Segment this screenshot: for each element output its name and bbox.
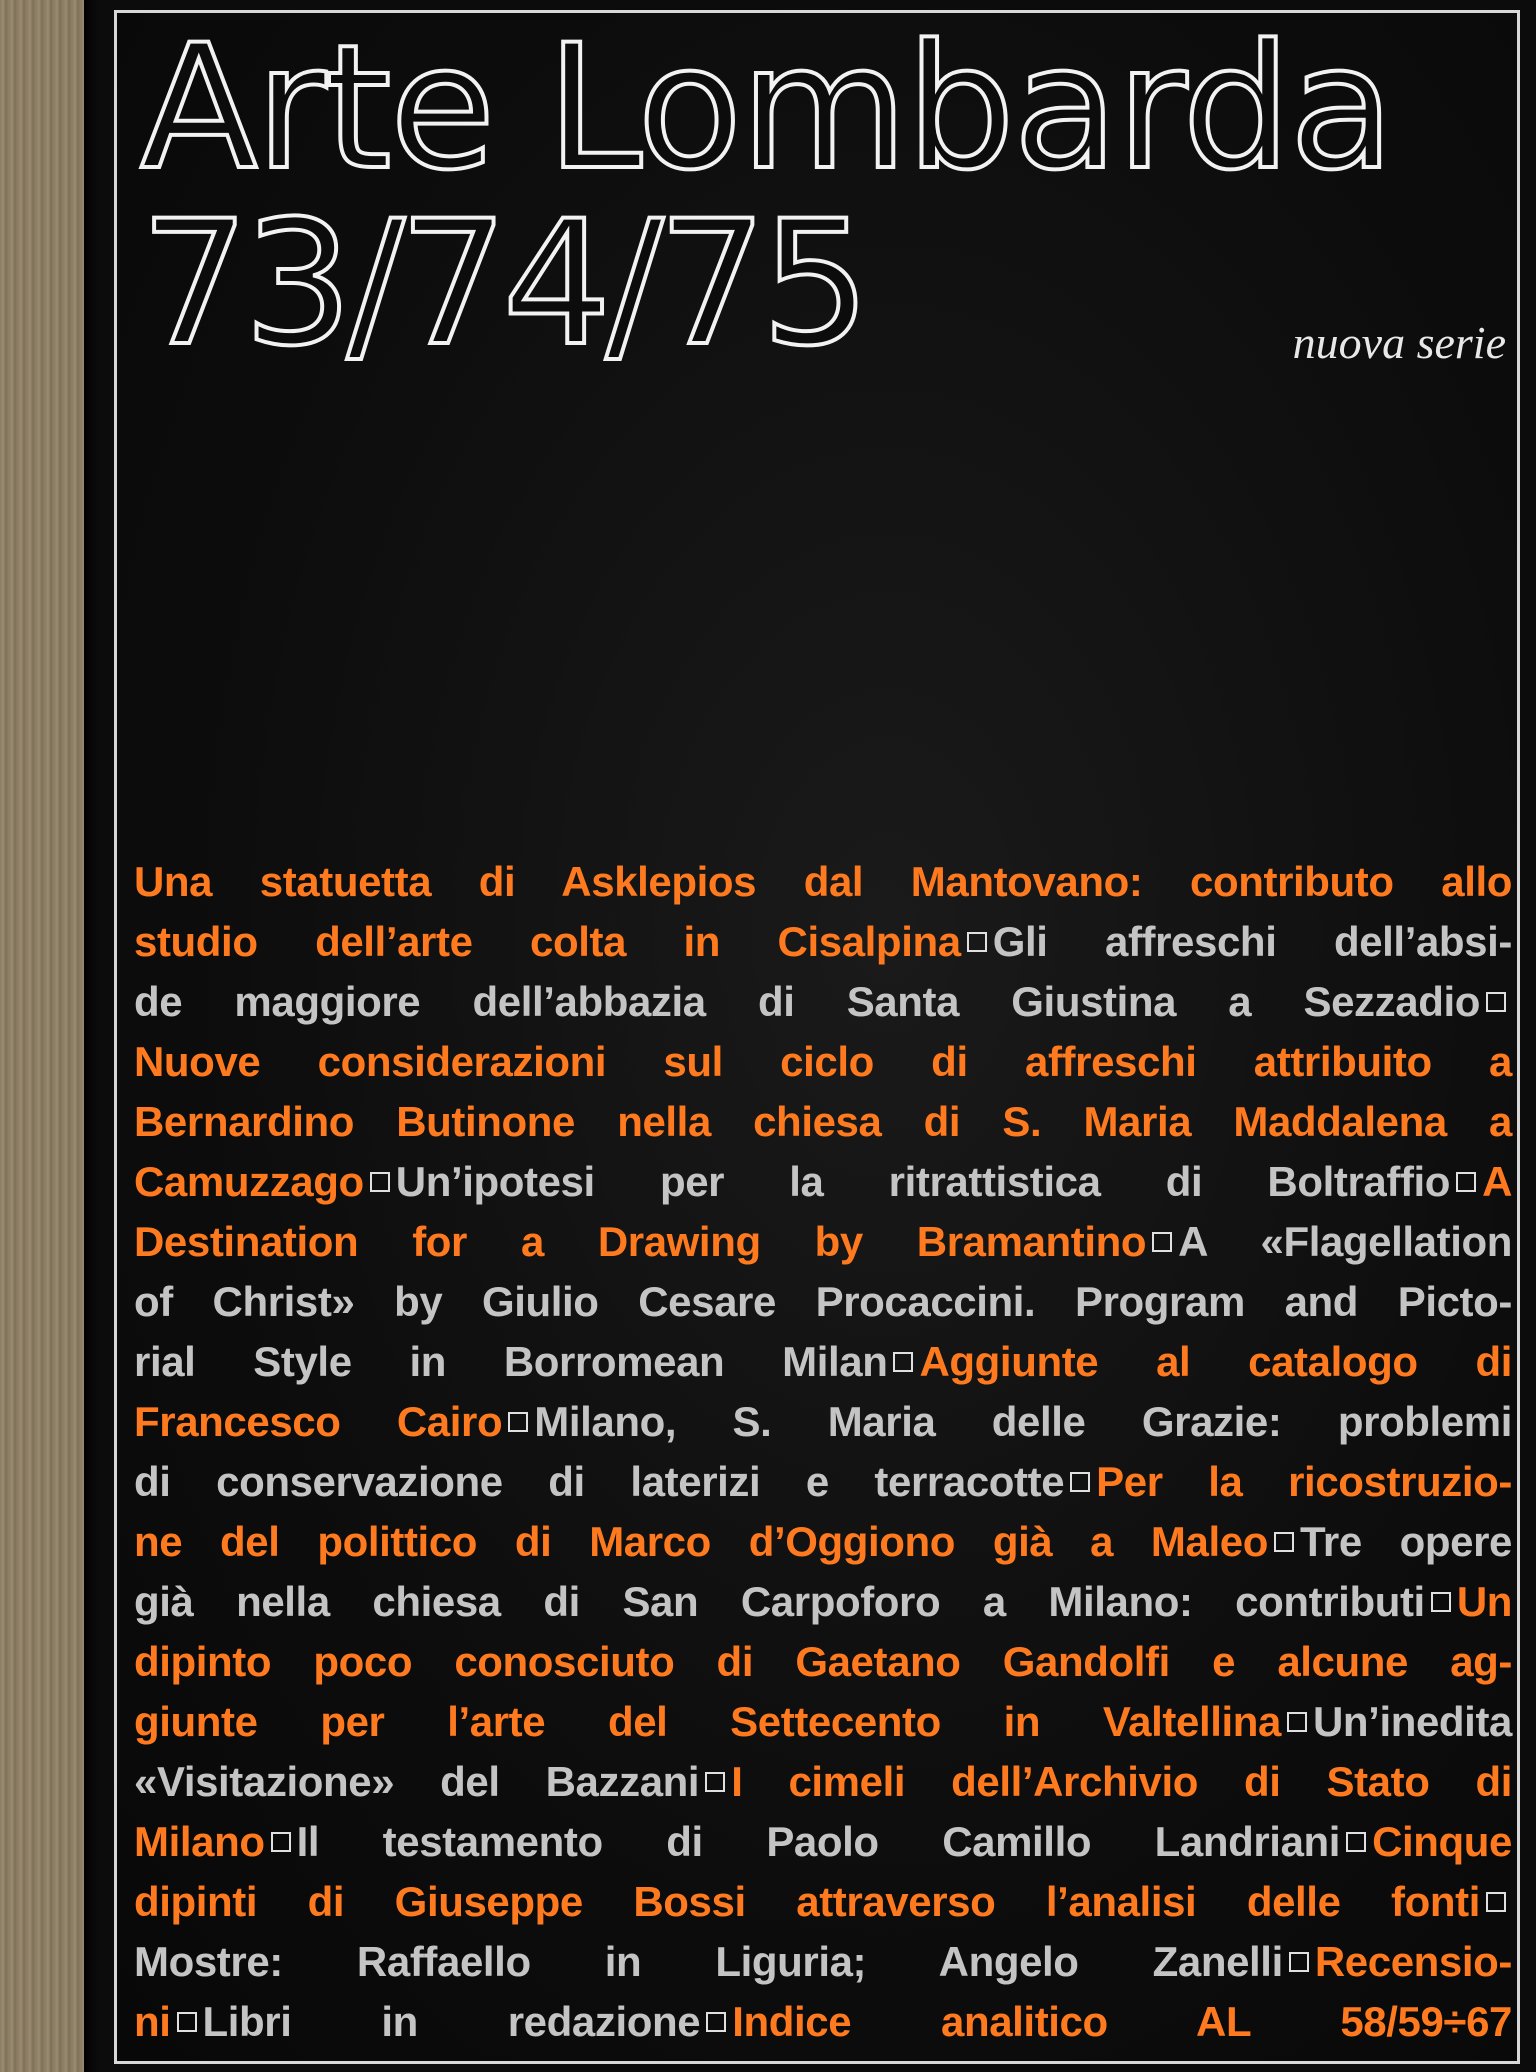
toc-line: «Visitazione» del Bazzani [134,1758,700,1805]
toc-line: Cinque [1372,1818,1512,1865]
toc-line: of Christ» by Giulio Cesare Procaccini. Program and Picto- [134,1278,1512,1325]
white-square-icon [1456,1172,1476,1192]
toc-line: giunte per l’arte del Settecento in Valtellina [134,1698,1281,1745]
white-square-icon [1289,1952,1309,1972]
toc-line: Un’ipotesi per la ritrattistica di Boltraffio [395,1158,1451,1205]
toc-line: Indice analitico AL 58/59÷67 [732,1998,1512,2045]
toc-line: ne del polittico di Marco d’Oggiono già a Maleo [134,1518,1268,1565]
toc-line: Una statuetta di Asklepios dal Mantovano: contributo allo [134,858,1512,905]
white-square-icon [705,1772,725,1792]
toc-line: Bernardino Butinone nella chiesa di S. Maria Maddalena a [134,1098,1512,1145]
white-square-icon [1152,1232,1172,1252]
toc-line: rial Style in Borromean Milan [134,1338,888,1385]
white-square-icon [967,932,987,952]
toc-line: Libri in redazione [202,1998,701,2045]
white-square-icon [1274,1532,1294,1552]
toc-item [134,1938,1283,1985]
toc-line: dipinti di Giuseppe Bossi attraverso l’analisi delle fonti [134,1878,1480,1925]
toc-item [203,1998,701,2045]
toc-line: studio dell’arte colta in Cisalpina [134,918,961,965]
table-of-contents [134,852,1512,2052]
white-square-icon [271,1832,291,1852]
series-label: nuova serie [1292,317,1506,368]
white-square-icon [893,1352,913,1372]
spine-shadow [84,0,98,2072]
toc-line: A [1482,1158,1512,1205]
toc-line: Gli affreschi dell’absi- [992,918,1512,965]
white-square-icon [177,2012,197,2032]
toc-line: Nuove considerazioni sul ciclo di affreschi attribuito a [134,1038,1512,1085]
toc-line: già nella chiesa di San Carpoforo a Milano: contributi [134,1578,1425,1625]
toc-line: I cimeli dell’Archivio di Stato di [731,1758,1512,1805]
white-square-icon [370,1172,390,1192]
toc-line: di conservazione di laterizi e terracotte [134,1458,1065,1505]
toc-line: Per la ricostruzio- [1096,1458,1512,1505]
white-square-icon [1486,992,1506,1012]
toc-line: ni [134,1998,171,2045]
toc-line: Milano [134,1818,265,1865]
white-square-icon [1431,1592,1451,1612]
toc-line: Camuzzago [134,1158,364,1205]
magazine-title: Arte Lombarda [140,7,1393,208]
toc-line: Mostre: Raffaello in Liguria; Angelo Zanelli [134,1938,1283,1985]
toc-line: Aggiunte al catalogo di [919,1338,1512,1385]
toc-line: A «Flagellation [1178,1218,1512,1265]
toc-line: Recensio- [1314,1938,1512,1985]
white-square-icon [1486,1892,1506,1912]
toc-item [396,1158,1450,1205]
toc-line: dipinto poco conosciuto di Gaetano Gandolfi e alcune ag- [134,1638,1512,1685]
white-square-icon [1070,1472,1090,1492]
white-square-icon [706,2012,726,2032]
white-square-icon [508,1412,528,1432]
toc-line: Destination for a Drawing by Bramantino [134,1218,1147,1265]
toc-line: Milano, S. Maria delle Grazie: problemi [534,1398,1512,1445]
toc-item [732,1998,1512,2045]
toc-line: Tre opere [1299,1518,1512,1565]
toc-line: Francesco Cairo [134,1398,503,1445]
toc-line: Un’inedita [1312,1698,1512,1745]
book-spine [0,0,84,2072]
white-square-icon [1287,1712,1307,1732]
issue-number: 73/74/75 [140,183,865,384]
toc-line: de maggiore dell’abbazia di Santa Giustina a Sezzadio [134,978,1480,1025]
toc-item [297,1818,1340,1865]
toc-line: Un [1456,1578,1512,1625]
toc-line: Il testamento di Paolo Camillo Landriani [296,1818,1341,1865]
white-square-icon [1346,1832,1366,1852]
